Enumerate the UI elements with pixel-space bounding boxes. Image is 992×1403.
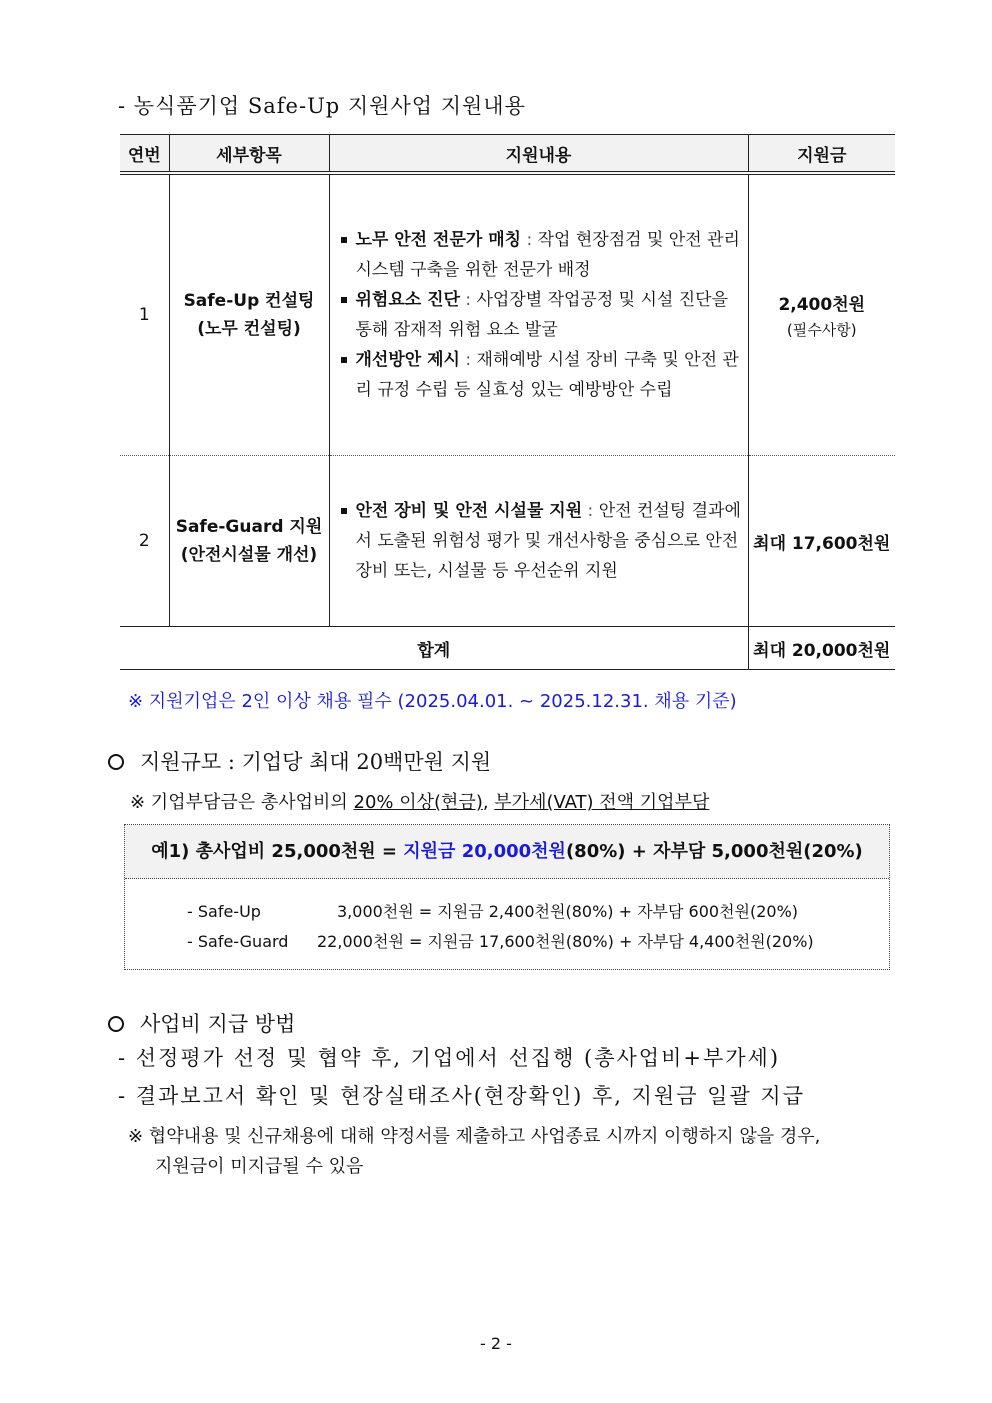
circle-bullet-icon bbox=[108, 1016, 124, 1032]
underlined-text: 부가세(VAT) 전액 기업부담 bbox=[494, 792, 710, 813]
payment-heading: 사업비 지급 방법 bbox=[108, 1008, 295, 1038]
amount-value: 2,400천원 bbox=[778, 295, 866, 315]
example-line: - Safe-Up 3,000천원 = 지원금 2,400천원(80%) + 자부담 600천원(20%) bbox=[187, 902, 799, 921]
total-label: 합계 bbox=[120, 627, 748, 670]
section-title: - 농식품기업 Safe-Up 지원사업 지원내용 bbox=[118, 94, 526, 118]
scale-heading: 지원규모 : 기업당 최대 20백만원 지원 bbox=[108, 746, 491, 776]
row-number: 1 bbox=[120, 173, 169, 456]
table-note: ※ 지원기업은 2인 이상 채용 필수 (2025.04.01. ~ 2025.12.31. 채용 기준) bbox=[128, 691, 737, 712]
item-subname: (노무 컨설팅) bbox=[197, 319, 301, 339]
content-cell bbox=[329, 456, 748, 627]
amount-value: 최대 17,600천원 bbox=[753, 533, 891, 554]
total-amount: 최대 20,000천원 bbox=[748, 627, 895, 670]
content-bullet: 안전 장비 및 안전 시설물 지원 : 안전 컨설팅 결과에서 도출된 위험성 평가 및 개선사항을 중심으로 안전 장비 또는, 시설물 등 우선순위 지원 bbox=[340, 496, 744, 586]
content-cell bbox=[329, 173, 748, 456]
item-name: Safe-Guard 지원 bbox=[175, 517, 323, 537]
table-total-row bbox=[120, 627, 895, 670]
row-number: 2 bbox=[120, 456, 169, 627]
amount-cell bbox=[748, 173, 895, 456]
item-cell bbox=[169, 173, 329, 456]
table-row bbox=[120, 173, 895, 456]
payment-note: ※ 협약내용 및 신규채용에 대해 약정서를 제출하고 사업종료 시까지 이행하지 않을 경우, bbox=[128, 1126, 821, 1147]
content-bullet: 노무 안전 전문가 매칭 : 작업 현장점검 및 안전 관리 시스템 구축을 위한 전문가 배정 bbox=[340, 225, 744, 285]
header-item: 세부항목 bbox=[169, 135, 329, 174]
example-line: - Safe-Guard 22,000천원 = 지원금 17,600천원(80%) + 자부담 4,400천원(20%) bbox=[187, 932, 814, 951]
support-table bbox=[120, 134, 895, 670]
example-box bbox=[124, 824, 890, 970]
item-cell bbox=[169, 456, 329, 627]
payment-line: - 결과보고서 확인 및 현장실태조사(현장확인) 후, 지원금 일괄 지급 bbox=[118, 1084, 805, 1108]
underlined-text: 20% 이상(현금) bbox=[353, 792, 483, 813]
example-heading: 예1) 총사업비 25,000천원 = 지원금 20,000천원(80%) + 자부담 5,000천원(20%) bbox=[125, 825, 889, 879]
amount-cell bbox=[748, 456, 895, 627]
circle-bullet-icon bbox=[108, 754, 124, 770]
content-bullet: 개선방안 제시 : 재해예방 시설 장비 구축 및 안전 관리 규정 수립 등 실효성 있는 예방방안 수립 bbox=[340, 345, 744, 405]
table-row bbox=[120, 456, 895, 627]
content-bullet: 위험요소 진단 : 사업장별 작업공정 및 시설 진단을 통해 잠재적 위험 요소 발굴 bbox=[340, 285, 744, 345]
item-name: Safe-Up 컨설팅 bbox=[183, 291, 315, 311]
amount-note: (필수사항) bbox=[786, 321, 857, 339]
payment-note-continued: 지원금이 미지급될 수 있음 bbox=[155, 1156, 364, 1177]
header-no: 연번 bbox=[120, 135, 169, 174]
header-content: 지원내용 bbox=[329, 135, 748, 174]
scale-note: ※ 기업부담금은 총사업비의 20% 이상(현금), 부가세(VAT) 전액 기업부담 bbox=[130, 792, 710, 813]
header-amount: 지원금 bbox=[748, 135, 895, 174]
payment-line: - 선정평가 선정 및 협약 후, 기업에서 선집행 (총사업비+부가세) bbox=[118, 1046, 781, 1070]
item-subname: (안전시설물 개선) bbox=[180, 545, 318, 565]
page-number: - 2 - bbox=[480, 1334, 512, 1353]
table-header-row bbox=[120, 135, 895, 174]
